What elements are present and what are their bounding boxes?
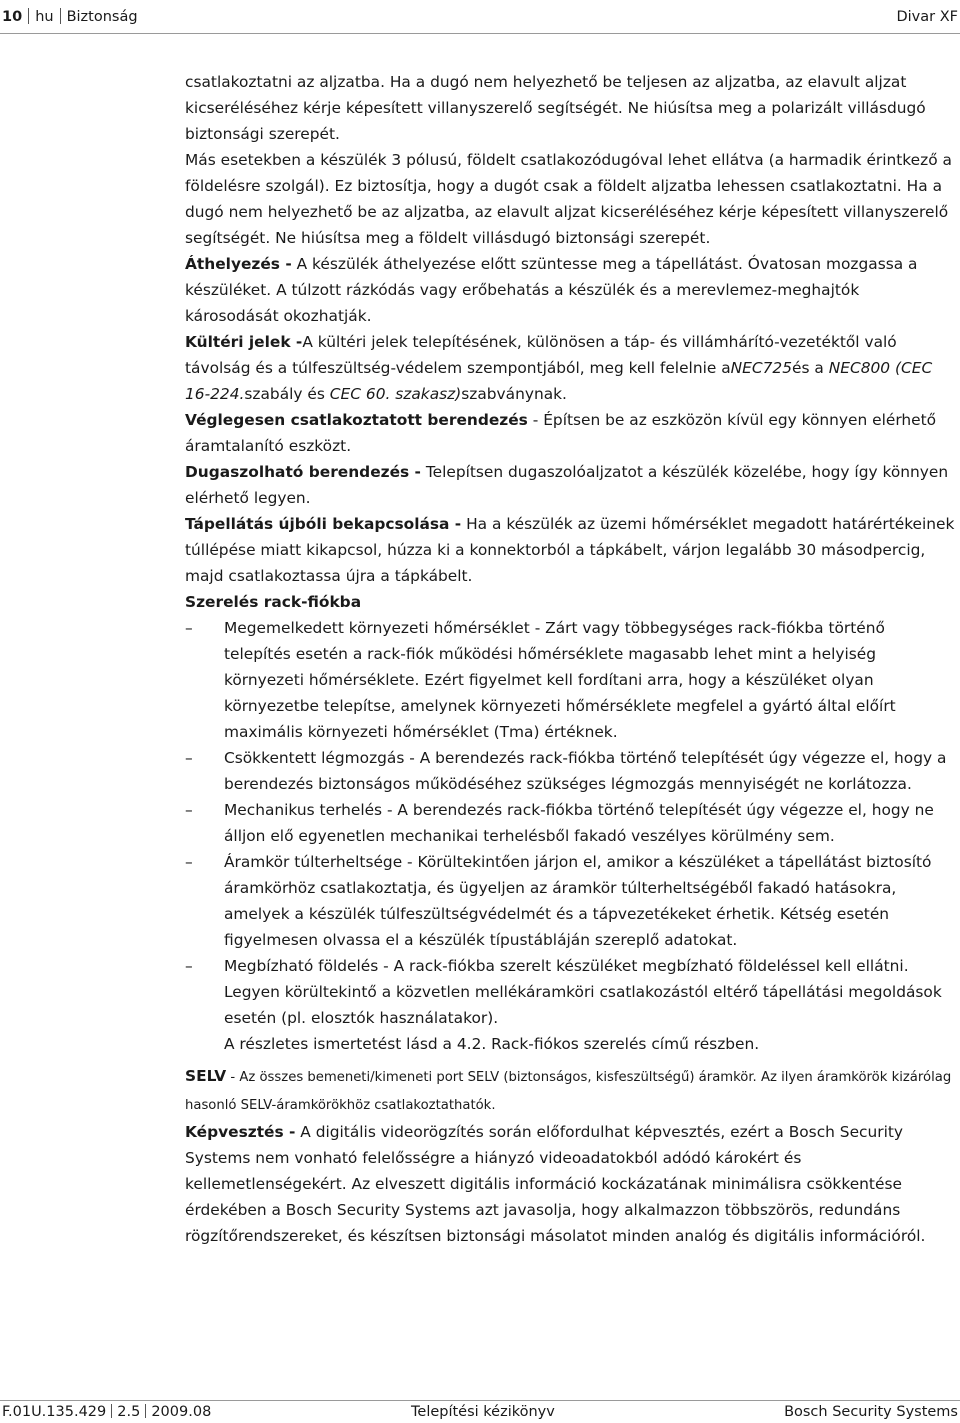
paragraph-polarized-plug: csatlakoztatni az aljzatba. Ha a dugó nem helyezhető be teljesen az aljzatba, az elavult aljzat kicseréléséhez kérje képesített villanyszerelő segítségét. Ne hiúsítsa meg a polarizált villásdugó biztonsági szerepét.: [185, 73, 926, 143]
list-item-text: Megbízható földelés - A rack-fiókba szerelt készüléket megbízható földeléssel kell ellátni. Legyen körültekintő a közvetlen mellékáramköri csatlakozástól eltérő tápellátási megoldások esetén (pl. elosztók használatakor).: [224, 957, 942, 1027]
rack-note: A részletes ismertetést lásd a 4.2. Rack-fiókos szerelés című részben.: [224, 1035, 760, 1053]
page-header: [0, 0, 960, 34]
footer-separator: [145, 1404, 146, 1418]
permanent-equipment-title: Véglegesen csatlakoztatott berendezés: [185, 411, 528, 429]
pluggable-equipment-title: Dugaszolható berendezés -: [185, 463, 421, 481]
footer-doc-code: F.01U.135.429: [2, 1404, 107, 1420]
list-dash: –: [185, 853, 193, 871]
standard-cec60: CEC 60. szakasz): [329, 385, 462, 403]
list-dash: –: [185, 801, 193, 819]
paragraph-relocation: [185, 251, 955, 329]
page-content: [185, 69, 955, 1249]
footer-company: Bosch Security Systems: [784, 1404, 958, 1420]
outdoor-signals-text: A kültéri jelek telepítésének, különösen a táp- és villámhárító-vezetéktől való távolság és a túlfeszültség-védelem szempontjából, meg kell felelnie a: [185, 333, 897, 377]
rack-list: [185, 615, 955, 1031]
pluggable-equipment-text: Telepítsen dugaszolóaljzatot a készülék közelébe, hogy így könnyen elérhető legyen.: [185, 463, 949, 507]
list-dash: –: [185, 619, 193, 637]
paragraph-selv: [185, 1063, 955, 1119]
outdoor-signals-text: és a: [792, 359, 829, 377]
permanent-equipment-text: - Építsen be az eszközön kívül egy könnyen elérhető áramtalanító eszközt.: [185, 411, 937, 455]
page-number: 10: [2, 9, 23, 25]
power-restart-text: Ha a készülék az üzemi hőmérséklet megadott határértékeinek túllépése miatt kikapcsol, húzza ki a konnektorból a tápkábelt, várjon legalább 30 másodpercig, majd csatlakoztassa újra a tápkábelt.: [185, 515, 955, 585]
relocation-text: A készülék áthelyezése előtt szüntesse meg a tápellátást. Óvatosan mozgassa a készüléket. A túlzott rázkódás vagy erőbehatás a készülék és a merevlemez-meghajtók károsodását okozhatják.: [185, 255, 918, 325]
standard-nec800: NEC800 (CEC 16-224.: [185, 359, 933, 403]
header-separator: [60, 8, 61, 24]
header-separator: [28, 8, 29, 24]
paragraph-permanent-equipment: [185, 407, 955, 459]
footer-date: 2009.08: [151, 1404, 212, 1420]
footer-left: [2, 1401, 211, 1423]
image-loss-title: Képvesztés -: [185, 1123, 296, 1141]
paragraph-image-loss: [185, 1119, 955, 1249]
list-dash: –: [185, 749, 193, 767]
list-item-text: Mechanikus terhelés - A berendezés rack-fiókba történő telepítését úgy végezze el, hogy ne álljon elő egyenetlen mechanikai terhelésből fakadó veszélyes körülmény sem.: [224, 801, 934, 845]
power-restart-title: Tápellátás újbóli bekapcsolása -: [185, 515, 462, 533]
rack-heading-text: Szerelés rack-fiókba: [185, 593, 362, 611]
outdoor-signals-text: szabály és: [244, 385, 330, 403]
footer-separator: [111, 1404, 112, 1418]
outdoor-signals-title: Kültéri jelek -: [185, 333, 303, 351]
header-left: [2, 0, 138, 34]
paragraph-power-restart: [185, 511, 955, 589]
header-language: hu: [35, 9, 54, 25]
list-item: [185, 797, 955, 849]
footer-doc-title: Telepítési kézikönyv: [411, 1404, 555, 1420]
header-product: Divar XF: [896, 9, 958, 25]
standard-nec725: NEC725: [730, 359, 793, 377]
list-item-text: Csökkentett légmozgás - A berendezés rack-fiókba történő telepítését úgy végezze el, hogy a berendezés biztonságos működéséhez szükséges légmozgás mennyiségét ne korlátozza.: [224, 749, 947, 793]
selv-title: SELV: [185, 1067, 227, 1085]
list-item: [185, 745, 955, 797]
list-dash: –: [185, 957, 193, 975]
image-loss-text: A digitális videorögzítés során előfordulhat képvesztés, ezért a Bosch Security Systems nem vonható felelősségre a hiányzó videoadatokból adódó károkért és kellemetlenségekért. Az elveszett digitális információ kockázatának minimálisra csökkentése érdekében a Bosch Security Systems azt javasolja, hogy alkalmazzon többszörös, redundáns rögzítőrendszereket, és készítsen biztonsági másolatot minden analóg és digitális információról.: [185, 1123, 926, 1245]
list-item: [185, 953, 955, 1031]
header-section: Biztonság: [66, 9, 138, 25]
list-item: [185, 615, 955, 745]
rack-heading: [185, 589, 955, 615]
relocation-title: Áthelyezés -: [185, 255, 292, 273]
paragraph-grounded-plug: Más esetekben a készülék 3 pólusú, földelt csatlakozódugóval lehet ellátva (a harmadik érintkező a földelésre szolgál). Ez biztosítja, hogy a dugót csak a földelt aljzatba lehessen csatlakoztatni. Ha a dugó nem helyezhető be az aljzatba, az elavult aljzat kicseréléséhez kérje képesített villanyszerelő segítségét. Ne hiúsítsa meg a földelt villásdugó biztonsági szerepét.: [185, 151, 952, 247]
list-item-text: Áramkör túlterheltsége - Körültekintően járjon el, amikor a készüléket a tápellátást biztosító áramkörhöz csatlakoztatja, és ügyeljen az áramkör túlterheltségéből fakadó hatásokra, amelyek a készülék túlfeszültségvédelmét és a tápvezetékeket érhetik. Kétség esetén figyelmesen olvassa el a készülék típustábláján szereplő adatokat.: [224, 853, 932, 949]
selv-text: - Az összes bemeneti/kimeneti port SELV (biztonságos, kisfeszültségű) áramkör. Az ilyen áramkörök kizárólag hasonló SELV-áramkörökhöz csatlakoztathatók.: [185, 1070, 952, 1113]
page-footer: [0, 1400, 960, 1423]
list-item-text: Megemelkedett környezeti hőmérséklet - Zárt vagy többegységes rack-fiókba történő telepítés esetén a rack-fiók működési hőmérséklete magasabb lehet mint a helyiség környezeti hőmérséklete. Ezért figyelmet kell fordítani arra, hogy a készüléket olyan környezetbe telepítse, amelynek környezeti hőmérséklete megfelel a gyártó által előírt maximális környezeti hőmérséklet (Tma) értéknek.: [224, 619, 896, 741]
outdoor-signals-text: szabványnak.: [461, 385, 567, 403]
paragraph-pluggable-equipment: [185, 459, 955, 511]
list-item: [185, 849, 955, 953]
footer-version: 2.5: [117, 1404, 141, 1420]
paragraph-outdoor-signals: [185, 329, 955, 407]
